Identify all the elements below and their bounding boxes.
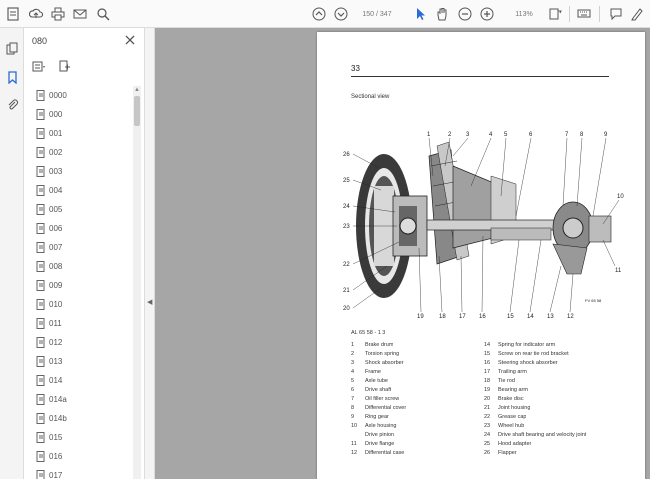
attachment-icon[interactable] <box>4 96 20 112</box>
legend-row: 9 Ring gear <box>351 414 389 420</box>
bookmark-page-icon <box>36 223 46 234</box>
label-14: 14 <box>527 314 534 320</box>
label-19: 19 <box>417 314 424 320</box>
label-23: 23 <box>343 224 350 230</box>
label-13: 13 <box>547 314 554 320</box>
label-24: 24 <box>343 204 350 210</box>
prev-page-icon[interactable] <box>310 5 328 23</box>
bookmark-page-icon <box>36 413 46 424</box>
legend-row: 2 Torsion spring <box>351 351 400 357</box>
drawing-code: FV 65 58 <box>585 298 602 303</box>
scroll-thumb[interactable] <box>134 96 140 126</box>
upload-cloud-icon[interactable] <box>27 5 45 23</box>
label-9: 9 <box>604 132 608 138</box>
bookmark-page-icon <box>36 90 46 101</box>
bookmark-item[interactable]: 0000 <box>36 86 132 105</box>
email-icon[interactable] <box>71 5 89 23</box>
bookmark-item[interactable]: 006 <box>36 219 132 238</box>
document-viewer[interactable] <box>155 28 650 479</box>
legend-right <box>484 342 624 459</box>
zoom-in-icon[interactable] <box>478 5 496 23</box>
legend-row: 5 Axle tube <box>351 378 388 384</box>
add-bookmark-icon[interactable] <box>56 58 72 74</box>
collapse-arrow-icon[interactable]: ◀ <box>147 299 153 306</box>
label-1: 1 <box>427 132 431 138</box>
fit-page-icon[interactable] <box>546 5 564 23</box>
zoom-level[interactable]: 113% <box>515 10 533 18</box>
legend-row: 23 Wheel hub <box>484 423 525 429</box>
bookmark-scrollbar[interactable] <box>133 86 141 479</box>
bookmark-item[interactable]: 009 <box>36 276 132 295</box>
bookmark-item[interactable]: 004 <box>36 181 132 200</box>
legend-row: 24 Drive shaft bearing and velocity joint <box>484 432 587 438</box>
legend-row: 12 Differential case <box>351 450 405 456</box>
header-rule <box>351 76 609 77</box>
legend-row: 11 Drive flange <box>351 441 395 447</box>
page-thumbnails-icon[interactable] <box>4 40 20 56</box>
legend-row: 18 Tie rod <box>484 378 515 384</box>
bookmarks-panel <box>24 28 145 479</box>
legend-row: 21 Joint housing <box>484 405 531 411</box>
label-25: 25 <box>343 178 350 184</box>
print-icon[interactable] <box>49 5 67 23</box>
legend-row: 10 Axle housing <box>351 423 397 429</box>
legend-row: 3 Shock absorber <box>351 360 404 366</box>
bookmark-item[interactable]: 012 <box>36 333 132 352</box>
bookmark-page-icon <box>36 337 46 348</box>
pen-icon[interactable] <box>628 5 646 23</box>
label-21: 21 <box>343 288 350 294</box>
bookmark-page-icon <box>36 470 46 479</box>
bookmark-icon[interactable] <box>4 69 20 85</box>
bookmark-page-icon <box>36 147 46 158</box>
bookmark-item[interactable]: 016 <box>36 447 132 466</box>
section-heading: Sectional view <box>351 94 390 100</box>
bookmark-page-icon <box>36 356 46 367</box>
bookmark-page-icon <box>36 166 46 177</box>
bookmark-item[interactable]: 010 <box>36 295 132 314</box>
panel-title: 080 <box>32 36 48 46</box>
label-8: 8 <box>580 132 584 138</box>
label-6: 6 <box>529 132 533 138</box>
next-page-icon[interactable] <box>332 5 350 23</box>
legend-row: 16 Steering shock absorber <box>484 360 558 366</box>
bookmark-page-icon <box>36 242 46 253</box>
bookmark-page-icon <box>36 432 46 443</box>
bookmark-page-icon <box>36 451 46 462</box>
legend-row: 15 Screw on rear tie rod bracket <box>484 351 569 357</box>
label-16: 16 <box>479 314 486 320</box>
label-3: 3 <box>466 132 470 138</box>
page-indicator[interactable]: 150 / 347 <box>362 10 392 18</box>
bookmark-item[interactable]: 008 <box>36 257 132 276</box>
zoom-out-icon[interactable] <box>456 5 474 23</box>
label-20: 20 <box>343 306 350 312</box>
figure-caption: AL 65 58 - 1 3 <box>351 330 386 336</box>
legend-row: 22 Grease cap <box>484 414 527 420</box>
bookmark-page-icon <box>36 394 46 405</box>
hand-tool-icon[interactable] <box>433 5 451 23</box>
page-number: 33 <box>351 64 360 73</box>
legend-row: 17 Trailing arm <box>484 369 527 375</box>
bookmark-item[interactable]: 015 <box>36 428 132 447</box>
bookmark-page-icon <box>36 375 46 386</box>
side-rail <box>0 28 24 479</box>
bookmark-item[interactable]: 000 <box>36 105 132 124</box>
axle-sectional-drawing <box>341 116 631 321</box>
bookmark-list <box>36 86 132 479</box>
bookmark-page-icon <box>36 280 46 291</box>
legend-row: 25 Hood adapter <box>484 441 532 447</box>
legend-row: 8 Differential cover <box>351 405 407 411</box>
bookmark-item[interactable]: 011 <box>36 314 132 333</box>
legend-row: 26 Flapper <box>484 450 517 456</box>
bookmark-item[interactable]: 005 <box>36 200 132 219</box>
label-12: 12 <box>567 314 574 320</box>
bookmark-page-icon <box>36 204 46 215</box>
bookmark-item[interactable]: 007 <box>36 238 132 257</box>
legend-row: 14 Spring for indicator arm <box>484 342 556 348</box>
label-4: 4 <box>489 132 493 138</box>
bookmark-item[interactable]: 014 <box>36 371 132 390</box>
label-22: 22 <box>343 262 350 268</box>
label-17: 17 <box>459 314 466 320</box>
bookmark-page-icon <box>36 128 46 139</box>
bookmark-item[interactable]: 013 <box>36 352 132 371</box>
legend-row: 7 Oil filler screw <box>351 396 400 402</box>
label-18: 18 <box>439 314 446 320</box>
document-page <box>317 32 645 479</box>
bookmark-item[interactable]: 002 <box>36 143 132 162</box>
label-11: 11 <box>615 268 622 274</box>
save-file-icon[interactable] <box>4 5 22 23</box>
search-icon[interactable] <box>94 5 112 23</box>
keyboard-icon[interactable] <box>575 5 593 23</box>
legend-row: Drive pinion <box>365 432 395 438</box>
label-7: 7 <box>565 132 569 138</box>
label-26: 26 <box>343 152 350 158</box>
legend-left <box>351 342 491 459</box>
close-icon[interactable] <box>124 34 136 46</box>
legend-row: 6 Drive shaft <box>351 387 392 393</box>
legend-row: 19 Bearing arm <box>484 387 528 393</box>
comment-icon[interactable] <box>607 5 625 23</box>
bookmark-page-icon <box>36 318 46 329</box>
label-10: 10 <box>617 194 624 200</box>
bookmark-page-icon <box>36 109 46 120</box>
panel-toolbar <box>30 58 90 74</box>
panel-splitter[interactable] <box>145 28 155 479</box>
toolbar <box>0 0 650 28</box>
bookmark-page-icon <box>36 299 46 310</box>
bookmark-item[interactable]: 014b <box>36 409 132 428</box>
scroll-up-arrow-icon[interactable]: ▲ <box>134 87 140 93</box>
bookmark-item[interactable]: 017 <box>36 466 132 479</box>
bookmark-item[interactable]: 001 <box>36 124 132 143</box>
legend-row: 4 Frame <box>351 369 381 375</box>
label-5: 5 <box>504 132 508 138</box>
bookmark-page-icon <box>36 261 46 272</box>
label-15: 15 <box>507 314 514 320</box>
label-2: 2 <box>448 132 452 138</box>
legend-row: 1 Brake drum <box>351 342 394 348</box>
bookmark-item[interactable]: 014a <box>36 390 132 409</box>
options-menu-icon[interactable] <box>30 58 46 74</box>
bookmark-item[interactable]: 003 <box>36 162 132 181</box>
select-cursor-icon[interactable] <box>411 5 429 23</box>
legend-row: 20 Brake disc <box>484 396 524 402</box>
bookmark-page-icon <box>36 185 46 196</box>
